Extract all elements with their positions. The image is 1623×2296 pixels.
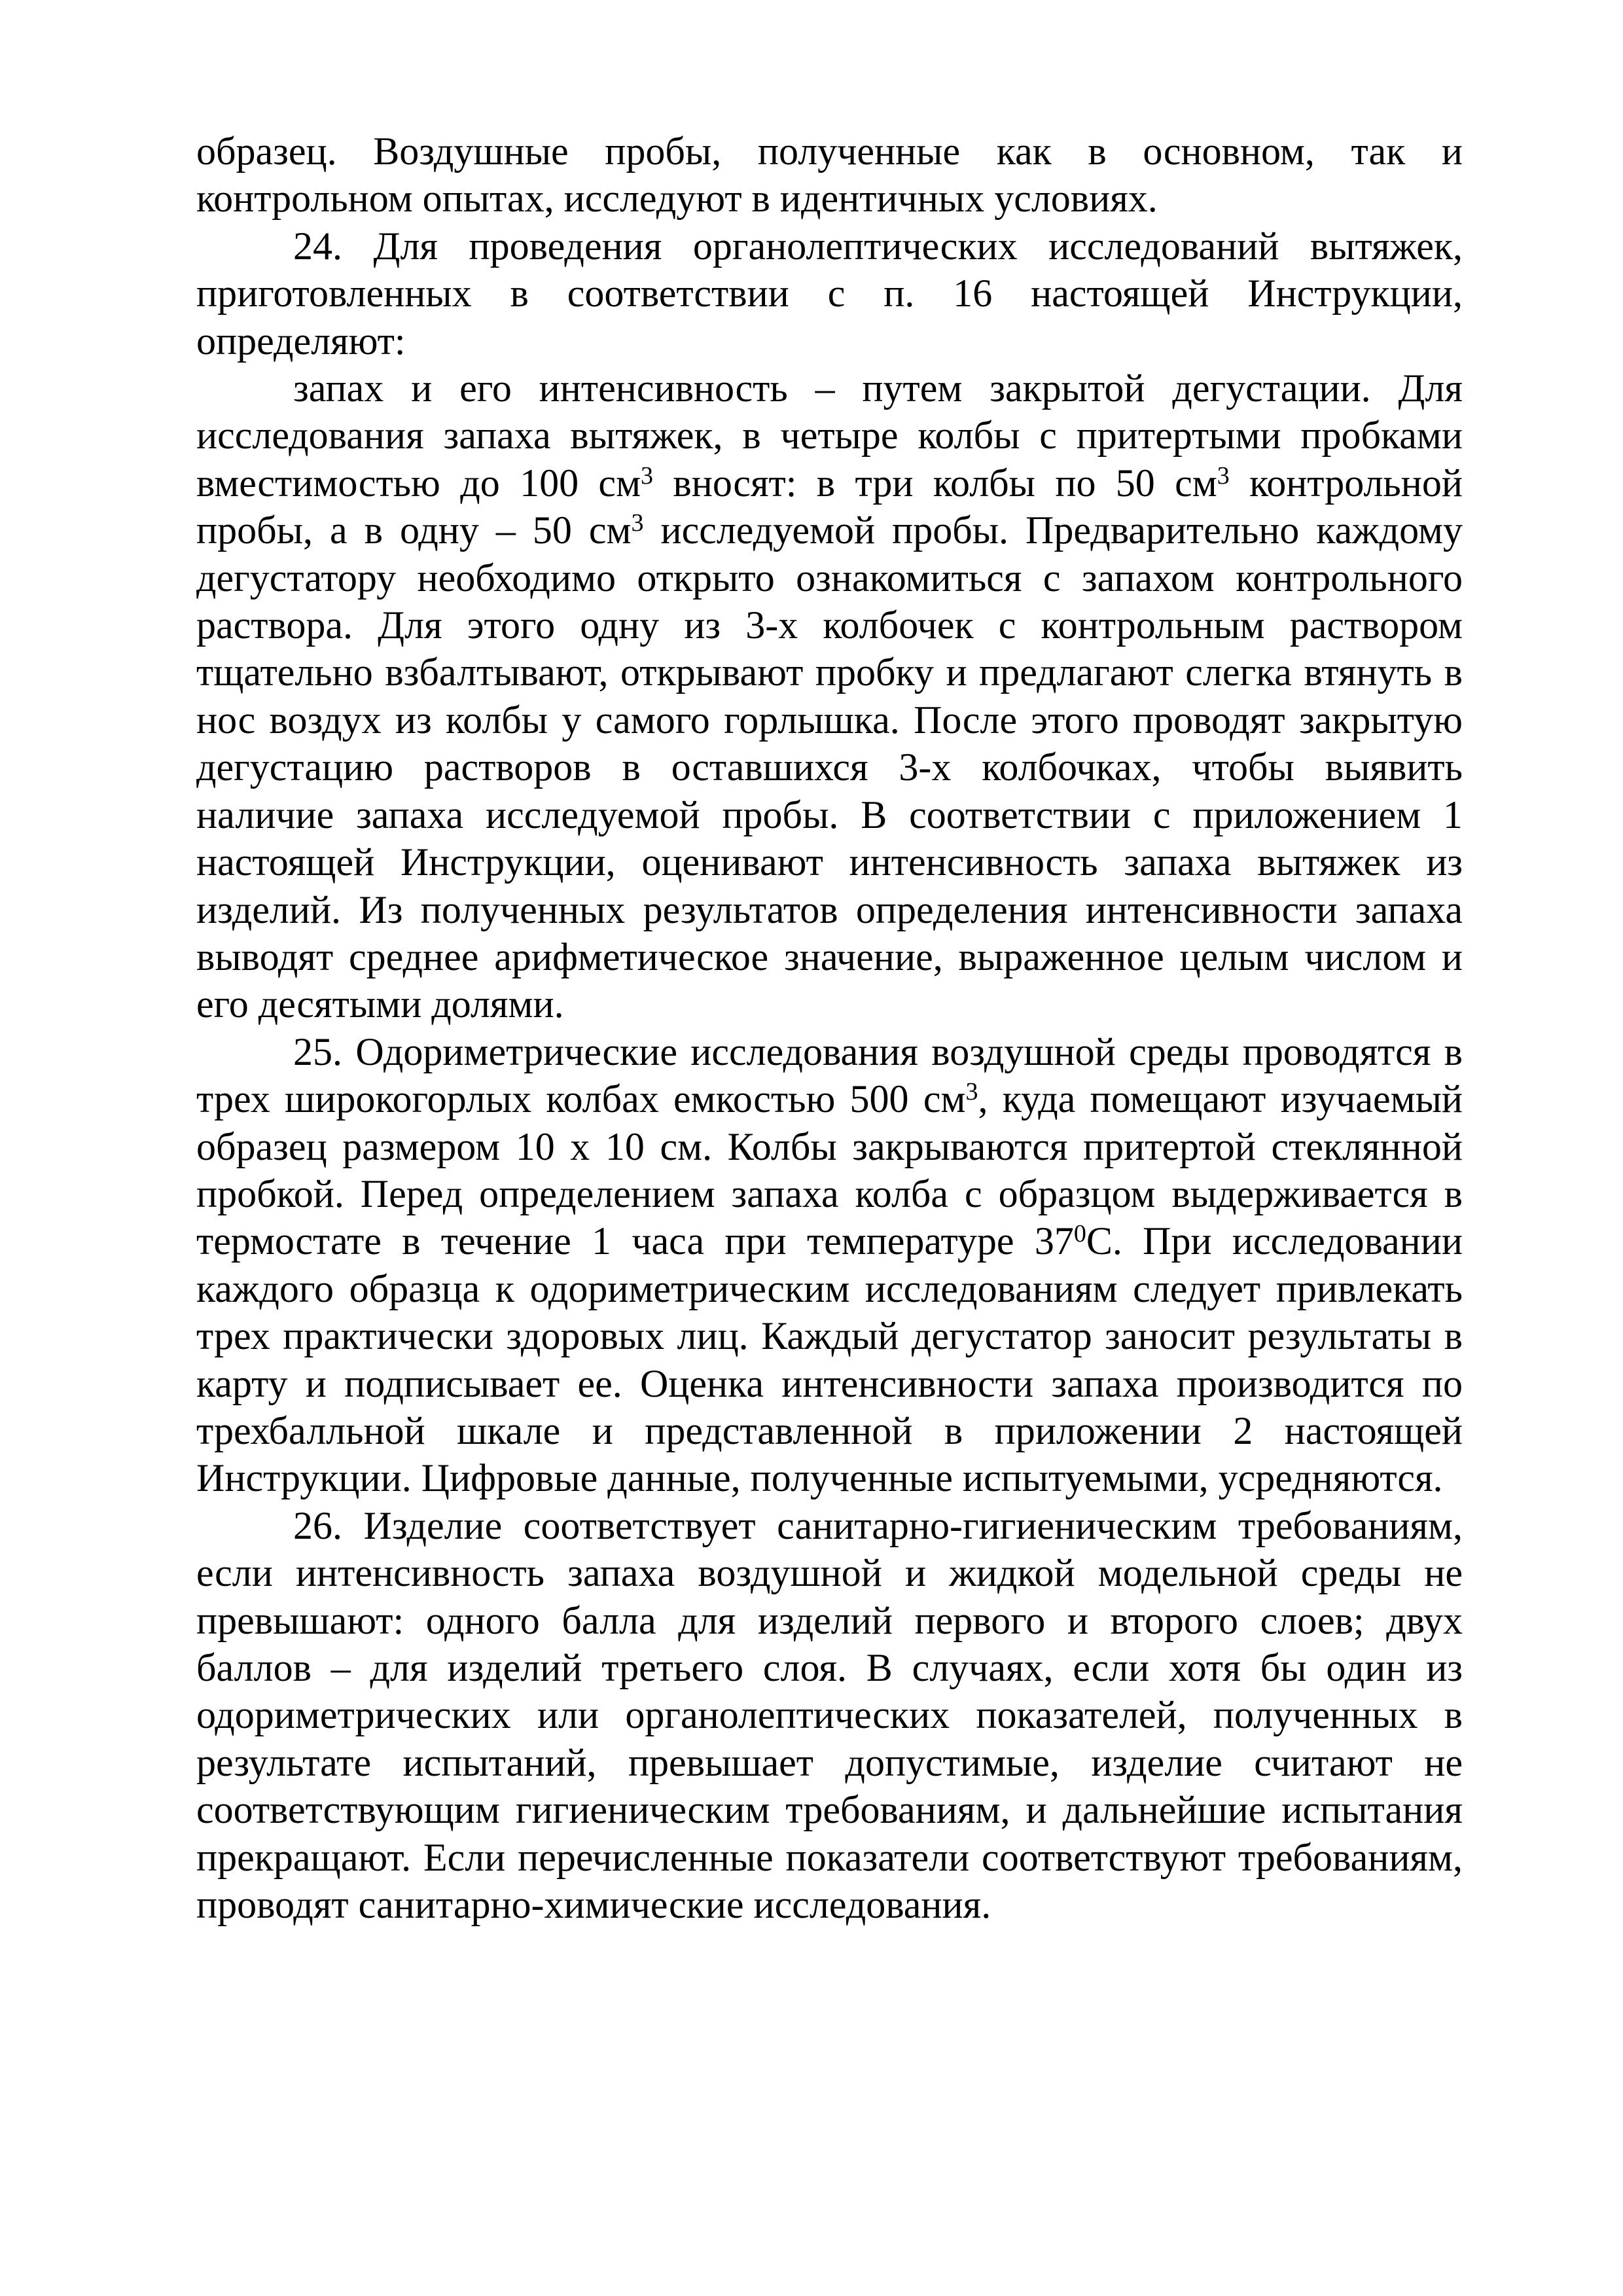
paragraph-25 [196,1028,1463,1502]
text-span: , куда помещают изучаемый образец размером 10 х 10 см. Колбы закрываются притертой стеклянной пробкой. Перед определением запаха колба с образцом выдерживается в термостате в течение 1 часа при температуре 37 [196,1077,1463,1263]
superscript: 0 [1073,1220,1086,1248]
paragraph-24: 24. Для проведения органолептических исследований вытяжек, приготовленных в соответствии с п. 16 настоящей Инструкции, определяют: [196,224,1463,363]
text-span: С. При исследовании каждого образца к одориметрическим исследованиям следует привлекать трех практически здоровых лиц. Каждый дегустатор заносит результаты в карту и подписывает ее. Оценка интенсивности запаха производится по трехбалльной шкале и представленной в приложении 2 настоящей Инструкции. Цифровые данные, полученные испытуемыми, усредняются. [196,1219,1463,1500]
text-span: 25. Одориметрические исследования воздушной среды проводятся в трех широкогорлых колбах емкостью 500 см [196,1030,1463,1121]
paragraph-26: 26. Изделие соответствует санитарно-гигиеническим требованиям, если интенсивность запаха воздушной и жидкой модельной среды не превышают: одного балла для изделий первого и второго слоев; двух баллов – для изделий третьего слоя. В случаях, если хотя бы один из одориметрических или органолептических показателей, полученных в результате испытаний, превышает допустимые, изделие считают не соответствующим гигиеническим требованиям, и дальнейшие испытания прекращают. Если перечисленные показатели соответствуют требованиям, проводят санитарно-химические исследования. [196,1503,1463,1927]
superscript: 3 [965,1078,978,1106]
text-span: запах и его интенсивность – путем закрытой дегустации. Для исследования запаха вытяжек, в четыре колбы с притертыми пробками вместимостью до 100 см [196,367,1463,505]
text-span: вносят: в три колбы по 50 см [653,461,1217,505]
text-span: контрольной пробы, а в одну – 50 см [196,461,1463,552]
paragraph-continuation: образец. Воздушные пробы, полученные как в основном, так и контрольном опытах, исследуют в идентичных условиях. [196,130,1463,221]
document-body [196,128,1463,1928]
superscript: 3 [1217,461,1230,490]
paragraph-24-odor [196,365,1463,1028]
superscript: 3 [631,509,644,537]
superscript: 3 [641,461,654,490]
text-span: исследуемой пробы. Предварительно каждому дегустатору необходимо открыто ознакомиться с запахом контрольного раствора. Для этого одну из 3-х колбочек с контрольным раствором тщательно взбалтывают, открывают пробку и предлагают слегка втянуть в нос воздух из колбы у самого горлышка. После этого проводят закрытую дегустацию растворов в оставшихся 3-х колбочках, чтобы выявить наличие запаха исследуемой пробы. В соответствии с приложением 1 настоящей Инструкции, оценивают интенсивность запаха вытяжек из изделий. Из полученных результатов определения интенсивности запаха выводят среднее арифметическое значение, выраженное целым числом и его десятыми долями. [196,509,1463,1026]
